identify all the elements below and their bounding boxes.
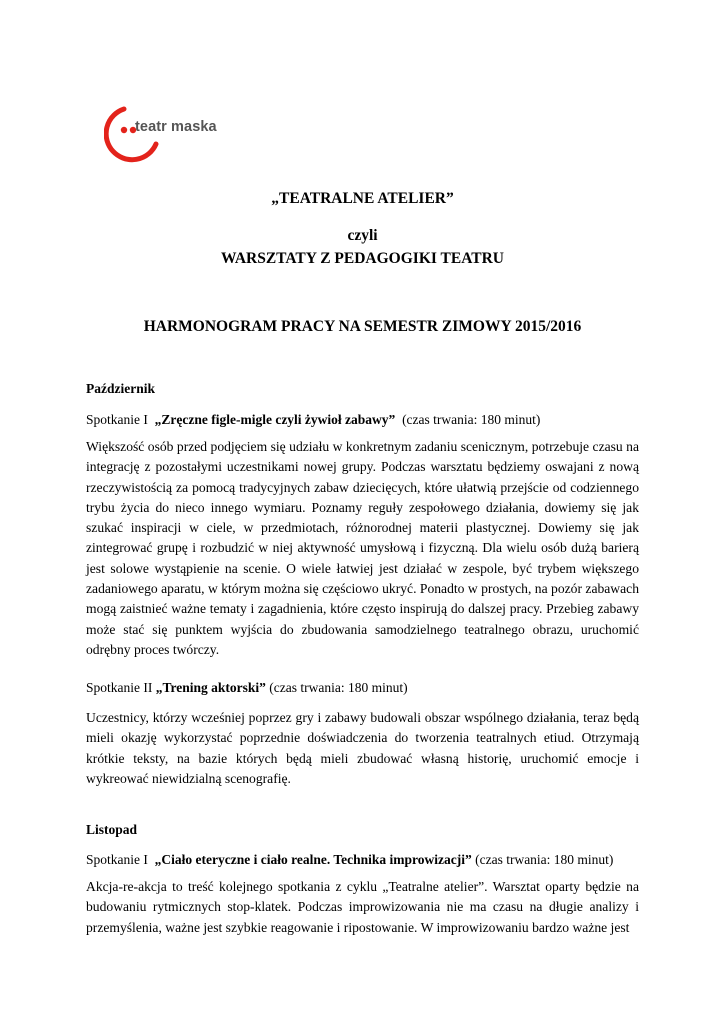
meeting-duration: (czas trwania: 180 minut) [471, 852, 614, 867]
meeting-description: Akcja-re-akcja to treść kolejnego spotkania z cyklu „Teatralne atelier”. Warsztat oparty będzie na budowaniu rytmicznych stop-klatek. Podczas improwizowania nie ma czasu na długie analizy i przemyślenia, ważne jest szybkie reagowanie i ripostowanie. W improwizowaniu bardzo ważne jest [86, 879, 639, 935]
meeting-title: „Trening aktorski” [155, 680, 266, 695]
title: „TEATRALNE ATELIER” [271, 190, 454, 207]
meeting-description: Uczestnicy, którzy wcześniej poprzez gry i zabawy budowali obszar wspólnego działania, teraz będą mieli okazję wykorzystać poprzednie doświadczenia do tworzenia teatralnych etiud. Otrzymają krótkie teksty, na bazie których będą mieli zbudować własną historię, uruchomić emocje i wykreować niewidzialną scenografię. [86, 710, 639, 786]
meeting-prefix: Spotkanie I [86, 852, 155, 867]
meeting-title: „Ciało eteryczne i ciało realne. Technika improwizacji” [154, 852, 472, 867]
meeting-heading [86, 852, 613, 868]
meeting-duration: (czas trwania: 180 minut) [265, 680, 408, 695]
meeting-heading [86, 680, 408, 696]
month-heading: Listopad [86, 822, 138, 837]
logo-text: teatr maska [135, 119, 217, 135]
meeting-heading [86, 412, 540, 428]
month-heading: Październik [86, 381, 155, 396]
czyli-text: czyli [347, 227, 378, 244]
teatr-maska-logo [104, 104, 264, 164]
meeting-prefix: Spotkanie II [86, 680, 156, 695]
meeting-duration: (czas trwania: 180 minut) [395, 412, 541, 427]
schedule-title: HARMONOGRAM PRACY NA SEMESTR ZIMOWY 2015/2016 [143, 318, 582, 335]
meeting-title: „Zręczne figle-migle czyli żywioł zabawy” [154, 412, 396, 427]
meeting-prefix: Spotkanie I [86, 412, 155, 427]
subtitle: WARSZTATY Z PEDAGOGIKI TEATRU [221, 250, 504, 267]
meeting-description: Większość osób przed podjęciem się udziału w konkretnym zadaniu scenicznym, potrzebuje czasu na integrację z pozostałymi uczestnikami nowej grupy. Podczas warsztatu będziemy oswajani z nową rzeczywistością za pomocą tradycyjnych zabaw dziecięcych, które ułatwią przejście od codziennego trybu życia do nieco innego wymiaru. Poznamy reguły zespołowego działania, dowiemy się jak szukać inspiracji w ciele, w przedmiotach, różnorodnej materii plastycznej. Dowiemy się jak zintegrować grupę i rozbudzić w niej aktywność umysłową i fizyczną. Dla wielu osób dużą barierą jest solowe wystąpienie na scenie. O wiele łatwiej jest działać w zespole, być trybem większego zadaniowego aparatu, w którym można się częściowo ukryć. Ponadto w prostych, na pozór zabawach mogą zaistnieć ważne tematy i zagadnienia, które często inspirują do dalszej pracy. Przebieg zabawy może stać się punktem wyjścia do zbudowania samodzielnego teatralnego obrazu, uruchomić odrębny proces twórczy. [86, 439, 639, 657]
